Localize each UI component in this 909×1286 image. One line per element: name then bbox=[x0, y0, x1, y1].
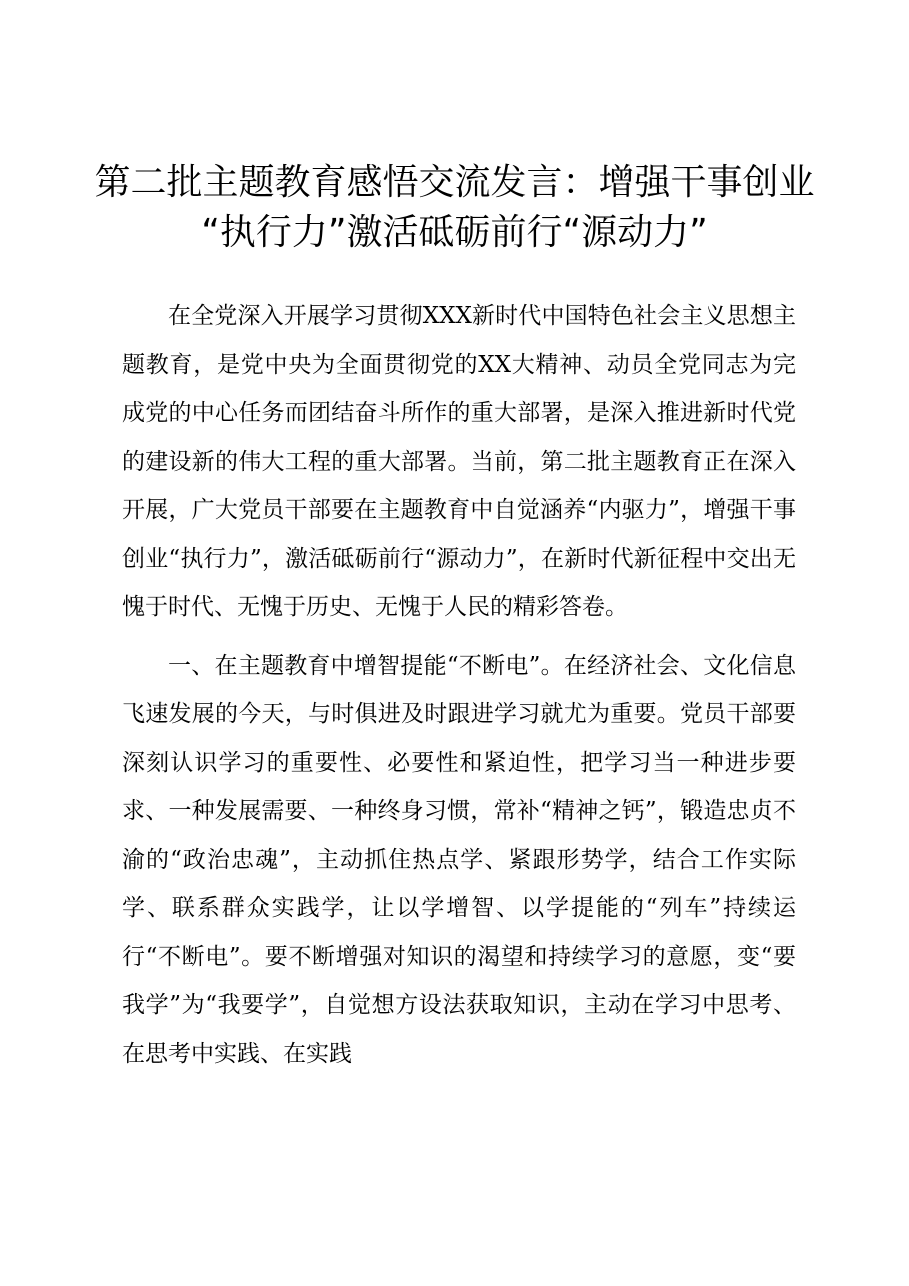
paragraph-section-1: 一、在主题教育中增智提能“不断电”。在经济社会、文化信息飞速发展的今天，与时俱进及时跟进学习就尤为重要。党员干部要深刻认识学习的重要性、必要性和紧迫性，把学习当一种进步要求、一种发展需要、一种终身习惯，常补“精神之钙”，锻造忠贞不渝的“政治忠魂”，主动抓住热点学、紧跟形势学，结合工作实际学、联系群众实践学，让以学增智、以学提能的“列车”持续运行“不断电”。要不断增强对知识的渴望和持续学习的意愿，变“要我学”为“我要学”，自觉想方设法获取知识，主动在学习中思考、在思考中实践、在实践 bbox=[122, 652, 796, 1067]
title-line-2: “执行力”激活砥砺前行“源动力” bbox=[201, 212, 708, 253]
document-title bbox=[60, 158, 849, 258]
title-line-1: 第二批主题教育感悟交流发言：增强干事创业 bbox=[94, 162, 815, 203]
document-body bbox=[122, 292, 796, 1088]
paragraph-intro: 在全党深入开展学习贯彻XXX新时代中国特色社会主义思想主题教育，是党中央为全面贯彻党的XX大精神、动员全党同志为完成党的中心任务而团结奋斗所作的重大部署，是深入推进新时代党的建设新的伟大工程的重大部署。当前，第二批主题教育正在深入开展，广大党员干部要在主题教育中自觉涵养“内驱力”，增强干事创业“执行力”，激活砥砺前行“源动力”，在新时代新征程中交出无愧于时代、无愧于历史、无愧于人民的精彩答卷。 bbox=[122, 303, 796, 620]
